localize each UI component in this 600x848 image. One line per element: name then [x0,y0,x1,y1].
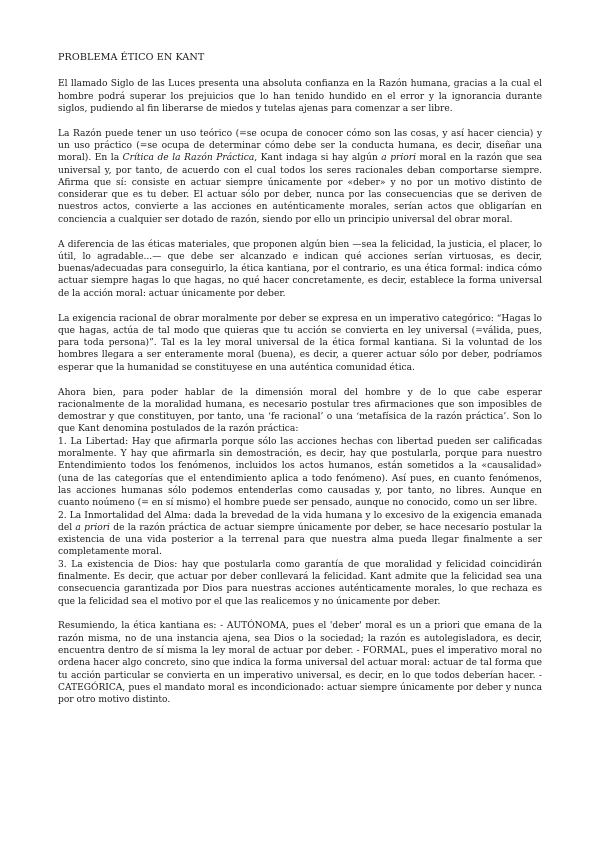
paragraph-postulates-intro: Ahora bien, para poder hablar de la dimensión moral del hombre y de lo que cabe esperar racionalmente de la moralidad humana, es necesario postular tres afirmaciones que son imposibles de demostrar y que constituyen, por tanto, una ‘fe racional’ o una ‘metafísica de la razón práctica’. Son lo que Kant denomina postulados de la razón práctica: [58,387,542,435]
a-priori-term: a priori [381,153,417,164]
paragraph-text: moral en la razón que sea universal y, por tanto, de acuerdo con el cual todos los seres racionales deban comportarse siempre. Afirma que sí: consiste en actuar siempre únicamente por «deber» y no por un motivo distinto de considerar que es tu deber. El actuar sólo por deber, nunca por las consecuencias que se deriven de nuestros actos, convierte a las acciones en auténticamente morales, serían actos que obligarían en conciencia a cualquier ser dotado de razón, siendo por ello un principio universal del obrar moral. [58,153,543,225]
book-title: Crítica de la Razón Práctica [122,153,255,164]
postulate-god: 3. La existencia de Dios: hay que postularla como garantía de que moralidad y felicidad coincidirán finalmente. Es decir, que actuar por deber conllevará la felicidad. Kant admite que la felicidad sea una consecuencia garantizada por Dios para nuestras acciones auténticamente morales, lo que rechaza es que la felicidad sea el motivo por el que las realicemos y no únicamente por deber. [58,559,542,607]
paragraph-material-ethics: A diferencia de las éticas materiales, que proponen algún bien —sea la felicidad, la justicia, el placer, lo útil, lo agradable...— que debe ser alcanzado e indican qué acciones serían virtuosas, es decir, buenas/adecuadas para conseguirlo, la ética kantiana, por el contrario, es una ética formal: indica cómo actuar siempre hagas lo que hagas, no qué hacer concretamente, es decir, establece la forma universal de la acción moral: actuar únicamente por deber. [58,239,542,299]
document-page [58,52,542,719]
paragraph-categorical-imperative: La exigencia racional de obrar moralmente por deber se expresa en un imperativo categórico: “Hagas lo que hagas, actúa de tal modo que quieras que tu acción se convierta en ley universal (=válida, pues, para toda persona)”. Tal es la ley moral universal de la ética formal kantiana. Si la voluntad de los hombres llegara a ser enteramente moral (buena), es decir, a querer actuar sólo por deber, podríamos esperar que la humanidad se constituyese en una auténtica comunidad ética. [58,313,542,373]
postulate-text: 2. La Inmortalidad del Alma: dada la brevedad de la vida humana y lo excesivo de la exigencia emanada del [58,510,542,533]
paragraph-practical-reason [58,128,542,226]
postulate-text: de la razón práctica de actuar siempre únicamente por deber, se hace necesario postular la existencia de una vida posterior a la terrenal para que nuestra alma pueda llegar finalmente a ser completamente moral. [58,522,542,558]
paragraph-enlightenment: El llamado Siglo de las Luces presenta una absoluta confianza en la Razón humana, gracias a la cual el hombre podrá superar los prejuicios que lo han tenido hundido en el error y la ignorancia durante siglos, pudiendo al fin liberarse de miedos y tutelas ajenas para comenzar a ser libre. [58,79,542,114]
postulate-freedom: 1. La Libertad: Hay que afirmarla porque sólo las acciones hechas con libertad pueden ser calificadas moralmente. Y hay que afirmarla sin demostración, es decir, hay que postularla, porque para nuestro Entendimiento todos los fenómenos, incluidos los actos humanos, están sometidos a la «causalidad» (una de las categorías que el entendimiento aplica a todo fenómeno). Así pues, en cuanto fenómenos, las acciones humanas sólo podemos entenderlas como causadas y, por tanto, no libres. Aunque en cuanto noúmeno (= en sí mismo) el hombre puede ser pensado, aunque no conocido, como un ser libre. [58,436,542,509]
paragraph-summary: Resumiendo, la ética kantiana es: - AUTÓNOMA, pues el 'deber' moral es un a priori que emana de la razón misma, no de una instancia ajena, sea Dios o la sociedad; la razón es autolegisladora, es decir, encuentra dentro de sí misma la ley moral de actuar por deber. - FORMAL, pues el imperativo moral no ordena hacer algo concreto, sino que indica la forma universal del actuar moral: actuar de tal forma que tu acción particular se convierta en un imperativo universal, es decir, en lo que todos deberían hacer. - CATEGÓRICA, pues el mandato moral es incondicionado: actuar siempre únicamente por deber y nunca por otro motivo distinto. [58,621,542,706]
postulate-immortality [58,510,542,559]
document-title: PROBLEMA ÉTICO EN KANT [58,52,205,63]
paragraph-text: La Razón puede tener un uso teórico (=se ocupa de conocer cómo son las cosas, y así hacer ciencia) y un uso práctico (=se ocupa de determinar cómo debe ser la conducta humana, es decir, diseñar una moral). En la [58,128,542,164]
paragraph-text: , Kant indaga si hay algún [254,153,382,164]
a-priori-term: a priori [75,522,110,533]
